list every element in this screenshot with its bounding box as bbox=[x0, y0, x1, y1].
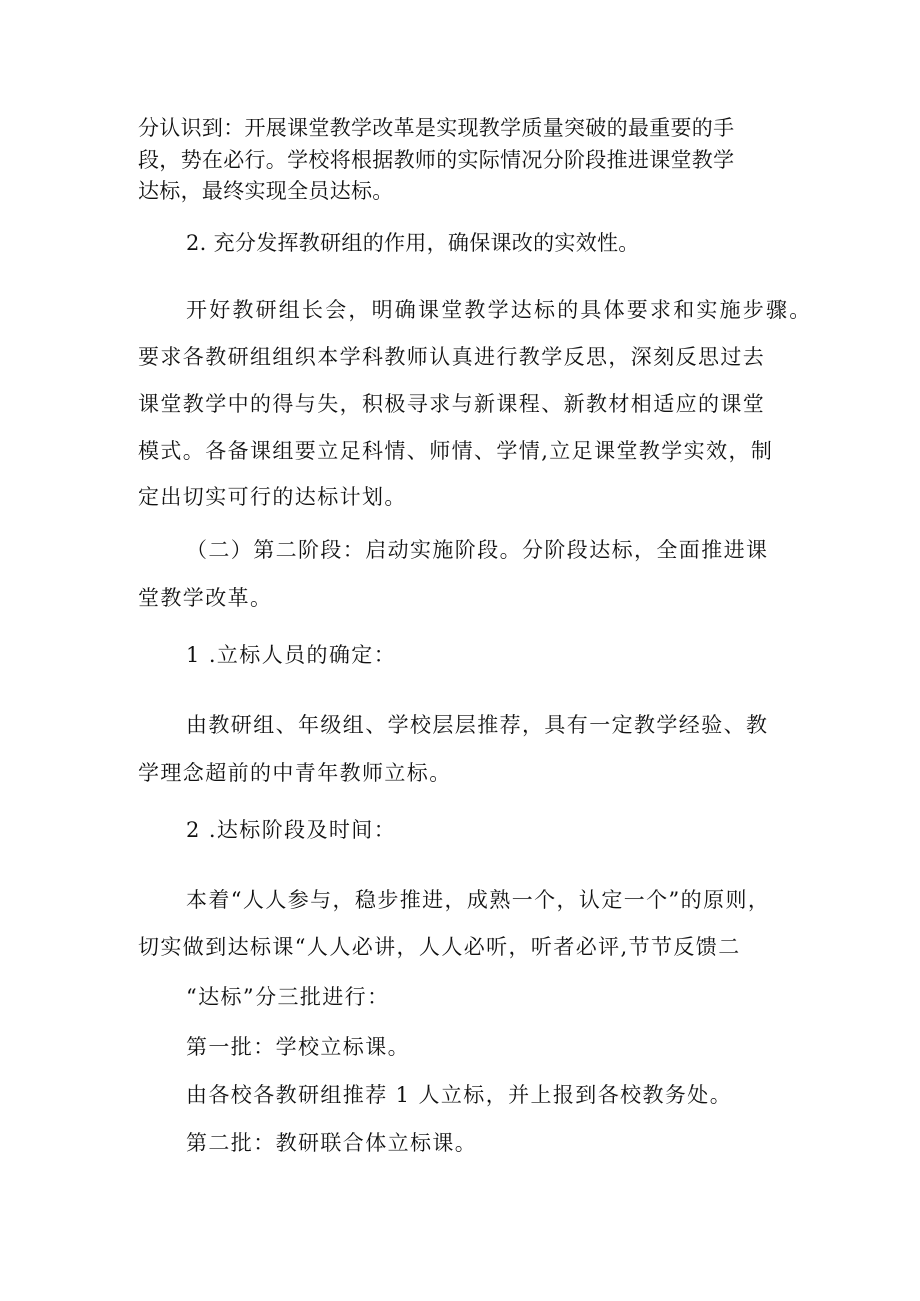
text-line: 由教研组、年级组、学校层层推荐，具有一定教学经验、教 bbox=[186, 713, 769, 737]
text-line: 第一批：学校立标课。 bbox=[186, 1035, 410, 1059]
text-line: 分认识到：开展课堂教学改革是实现教学质量突破的最重要的手 bbox=[138, 116, 735, 140]
text-line: 2. 充分发挥教研组的作用，确保课改的实效性。 bbox=[186, 231, 640, 255]
text-line: 要求各教研组组织本学科教师认真进行教学反思，深刻反思过去 bbox=[138, 345, 766, 369]
text-line: “达标”分三批进行： bbox=[186, 985, 390, 1009]
text-line: 本着“人人参与，稳步推进，成熟一个，认定一个”的原则， bbox=[186, 888, 771, 912]
subsection-heading: 2 .达标阶段及时间： bbox=[186, 818, 397, 842]
text-line: 学理念超前的中青年教师立标。 bbox=[138, 761, 452, 785]
subsection-heading: 1 .立标人员的确定： bbox=[186, 643, 397, 667]
text-line: 定出切实可行的达标计划。 bbox=[138, 485, 407, 509]
text-line: 模式。各备课组要立足科情、师情、学情,立足课堂教学实效，制 bbox=[138, 439, 774, 463]
text-line: 第二批：教研联合体立标课。 bbox=[186, 1131, 478, 1155]
text-line: 课堂教学中的得与失，积极寻求与新课程、新教材相适应的课堂 bbox=[138, 392, 766, 416]
text-line: 达标，最终实现全员达标。 bbox=[138, 179, 394, 203]
text-line: 由各校各教研组推荐 1 人立标，并上报到各校教务处。 bbox=[186, 1083, 733, 1107]
section-heading: 堂教学改革。 bbox=[138, 586, 273, 610]
section-heading: （二）第二阶段：启动实施阶段。分阶段达标，全面推进课 bbox=[186, 538, 769, 562]
text-line: 切实做到达标课“人人必讲，人人必听，听者必评,节节反馈二 bbox=[138, 935, 741, 959]
text-line: 开好教研组长会，明确课堂教学达标的具体要求和实施步骤。 bbox=[186, 298, 813, 322]
text-line: 段，势在必行。学校将根据教师的实际情况分阶段推进课堂教学 bbox=[138, 148, 735, 172]
